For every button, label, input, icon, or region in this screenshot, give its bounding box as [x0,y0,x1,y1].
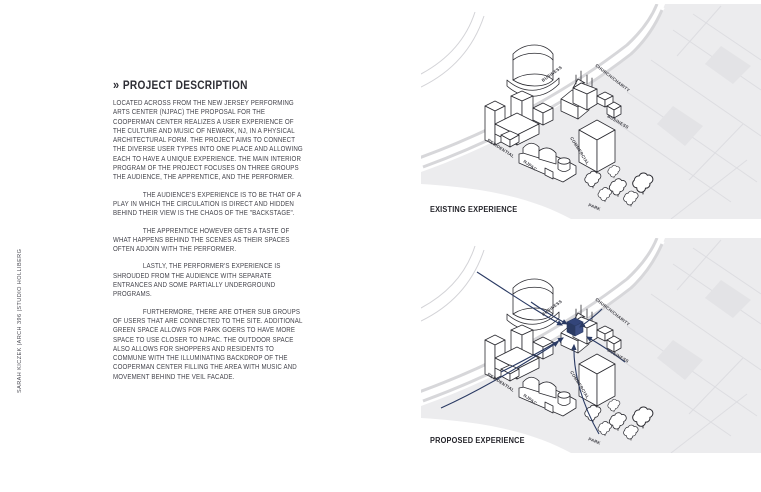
project-description-column [113,78,305,382]
site-scene-use [421,238,761,453]
proposed-diagram-caption: PROPOSED EXPERIENCE [430,436,525,445]
description-paragraph: FURTHERMORE, THERE ARE OTHER SUB GROUPS OF USERS THAT ARE CONNECTED TO THE SITE. ADDITIONAL GREEN SPACE ALLOWS FOR PARK GOERS TO HAVE MORE SPACE TO USE CLOSER TO NJPAC. THE OUTDOOR SPACE ALSO ALLOWS FOR SHOPPERS AND RESIDENTS TO COMMUNE WITH THE ILLUMINATING BACKDROP OF THE COOPERMAN CENTER FILLING THE AREA WITH MUSIC AND MOVEMENT BEHIND THE VEIL FACADE. [113,308,303,381]
existing-experience-diagram [421,4,761,219]
author-credit: SARAH KICZEK |ARCH 396 |STUDIO HOLLIBERG [17,248,23,393]
description-paragraph: LASTLY, THE PERFORMER'S EXPERIENCE IS SHROUDED FROM THE AUDIENCE WITH SEPARATE ENTRANCES AND SOME PARTIALLY UNDERGROUND PROGRAMS. [113,263,281,299]
description-paragraph: THE APPRENTICE HOWEVER GETS A TASTE OF WHAT HAPPENS BEHIND THE SCENES AS THEIR SPACES OFTEN ADJOIN WITH THE PERFORMER. [113,227,290,254]
section-heading-label: PROJECT DESCRIPTION [122,80,248,92]
label-njpac: NJPAC [522,158,538,172]
description-paragraph: THE AUDIENCE'S EXPERIENCE IS TO BE THAT OF A PLAY IN WHICH THE CIRCULATION IS DIRECT AND HIDDEN BEHIND THEIR VIEW IS THE CHAOS OF THE "BACKSTAGE". [113,191,301,218]
label-park: PARK [587,436,602,446]
label-njpac: NJPAC [522,392,538,406]
label-residential: RESIDENTIAL [486,371,516,393]
label-business-right: BUSINESS [606,113,630,130]
label-business-tower: BUSINESS [540,298,563,317]
label-business-tower: BUSINESS [540,64,563,83]
label-commercial: COMMERCIAL [569,369,591,400]
site-scene-use [421,4,761,219]
description-paragraph: LOCATED ACROSS FROM THE NEW JERSEY PERFORMING ARTS CENTER (NJPAC) THE PROPOSAL FOR THE COOPERMAN CENTER REALIZES A USER EXPERIENCE OF THE CULTURE AND MUSIC OF NEWARK, NJ, IN A PHYSICAL ARCHITECTURAL FORM. THE PROJECT AIMS TO CONNECT THE DIVERSE USER TYPES INTO ONE PLACE AND ALLOWING EACH TO HAVE A UNIQUE EXPERIENCE. THE MAIN INTERIOR PROGRAM OF THE PROJECT FOCUSES ON THREE GROUPS THE AUDIENCE, THE APPRENTICE, AND THE PERFORMER. [113,100,303,182]
label-church-charity: CHURCH/CHARITY [594,296,631,327]
section-heading [113,78,305,92]
label-church-charity: CHURCH/CHARITY [594,62,631,93]
label-business-right: BUSINESS [606,347,630,364]
existing-diagram-caption: EXISTING EXPERIENCE [430,205,518,214]
double-chevron-icon: » [113,78,120,92]
label-residential: RESIDENTIAL [486,137,516,159]
label-commercial: COMMERCIAL [569,135,591,166]
label-park: PARK [587,202,602,212]
proposed-experience-diagram [421,238,761,453]
